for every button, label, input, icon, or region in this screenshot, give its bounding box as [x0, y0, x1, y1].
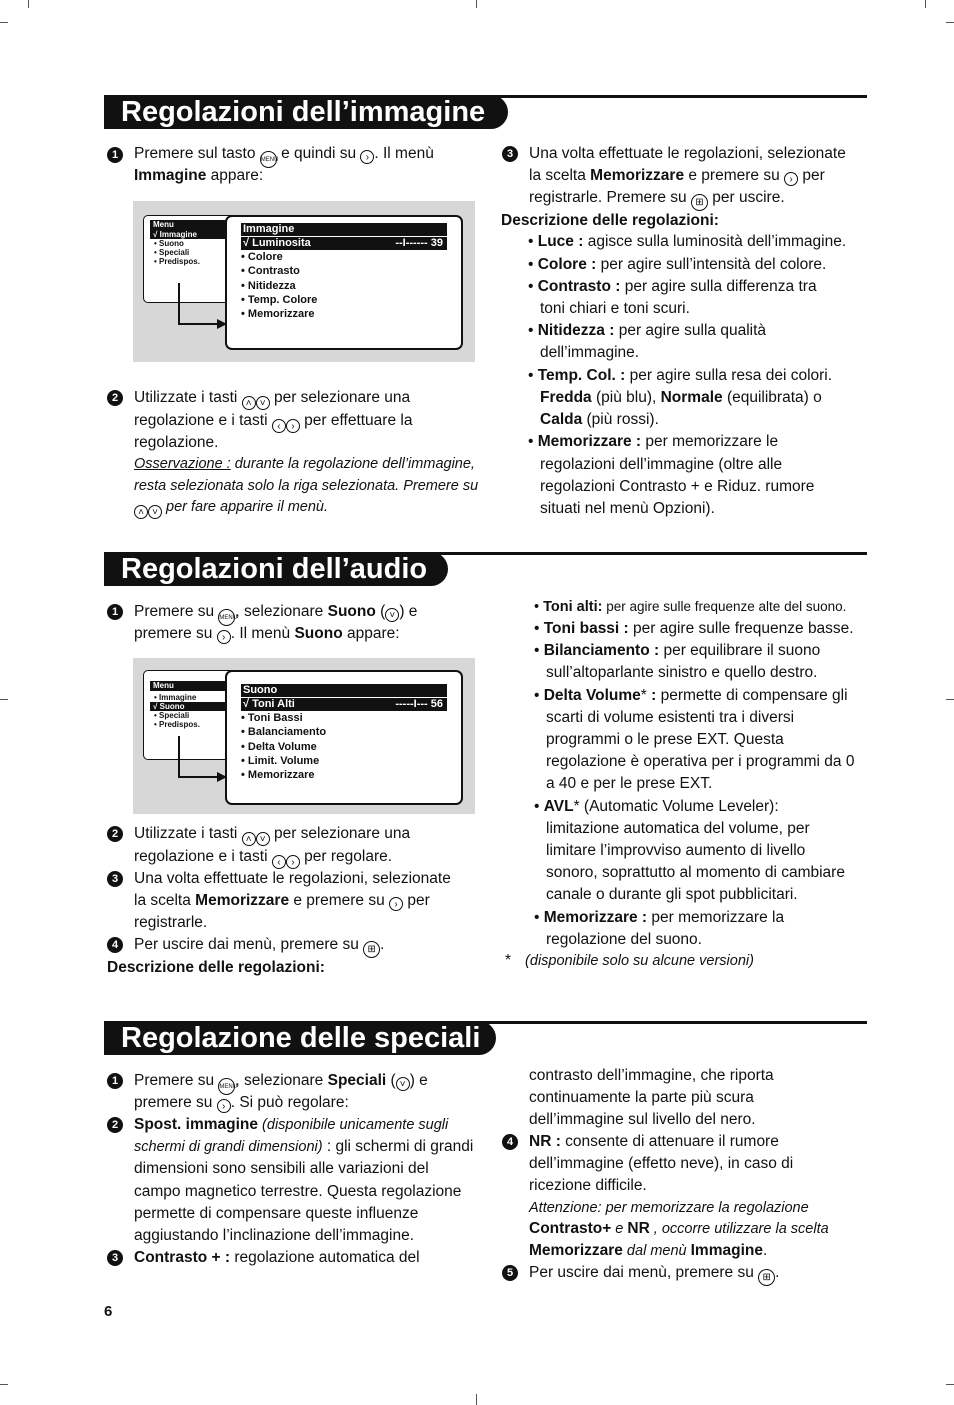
crop-mark: [0, 1384, 8, 1385]
tv-screen-immagine: [133, 201, 475, 362]
s1-desc-mem-2: regolazioni dell’immagine (oltre alle: [540, 456, 783, 473]
crop-mark: [946, 1384, 954, 1385]
down-key-icon: ˅: [148, 505, 162, 519]
menu-item: • Immagine: [154, 693, 197, 702]
s2-desc-delta-5: a 40 e per le prese EXT.: [546, 775, 713, 792]
s2-desc-delta-2: scarti di volume esistenti tra i diversi: [546, 709, 795, 726]
s1-desc-nitidezza-2: dell’immagine.: [540, 344, 640, 361]
submenu-item: • Memorizzare: [241, 769, 315, 782]
right-key-icon: ›: [286, 855, 300, 869]
s2-desc-delta-3: programmi o le prese EXT. Questa: [546, 731, 784, 748]
s2-desc-mem-2: regolazione del suono.: [546, 931, 702, 948]
submenu-box: [225, 670, 463, 805]
step-number: 1: [107, 1073, 123, 1089]
s3-cont-line2: continuamente la parte più scura: [529, 1089, 754, 1106]
right-key-icon: ›: [784, 172, 798, 186]
right-key-icon: ›: [360, 150, 374, 164]
step-number: 2: [107, 826, 123, 842]
s2-step3-line1: Una volta effettuate le regolazioni, selezionate: [134, 870, 451, 887]
submenu-item: • Limit. Volume: [241, 754, 320, 767]
crop-mark: [0, 699, 8, 700]
s2-step1-line1: Premere su MENU, selezionare Suono ( ˅ ) e: [134, 601, 417, 626]
crop-mark: [925, 0, 926, 8]
step-number: 2: [107, 390, 123, 406]
down-key-icon: ˅: [256, 396, 270, 410]
left-key-icon: ‹: [272, 419, 286, 433]
submenu-selected-row: √ Luminosita --I------ 39: [241, 237, 447, 250]
s3-step2-line2: schermi di grandi dimensioni) : gli schermi di grandi: [134, 1138, 474, 1155]
crop-mark: [28, 0, 29, 8]
menu-item: • Speciali: [154, 711, 190, 720]
s1-desc-mem-4: situati nel menù Opzioni).: [540, 500, 715, 517]
s3-step4-line2: dell’immagine (effetto neve), in caso di: [529, 1155, 794, 1172]
step-number: 5: [502, 1265, 518, 1281]
step-number: 4: [502, 1134, 518, 1150]
step-number: 3: [107, 1250, 123, 1266]
step-number: 1: [107, 147, 123, 163]
step-number: 2: [107, 1117, 123, 1133]
page-number: 6: [104, 1303, 113, 1320]
s3-cont-line3: dell’immagine sul livello del nero.: [529, 1111, 756, 1128]
s1-desc-mem: • Memorizzare : per memorizzare le: [528, 433, 779, 450]
menu-item: • Speciali: [154, 248, 190, 257]
s3-step2-line4: campo magnetico terrestre. Questa regolazione: [134, 1183, 462, 1200]
submenu-header: Immagine: [241, 223, 447, 236]
crop-mark: [946, 699, 954, 700]
s1-step2-line1: Utilizzate i tasti ˄ ˅ per selezionare una: [134, 389, 411, 409]
exit-key-icon: ⊞: [363, 941, 380, 958]
down-key-icon: ˅: [256, 832, 270, 846]
section-title-immagine: Regolazioni dell’immagine: [104, 95, 508, 129]
s1-desc-contrasto: • Contrasto : per agire sulla differenza tra: [528, 278, 817, 295]
s2-desc-avl: • AVL* (Automatic Volume Leveler):: [534, 798, 779, 815]
tv-screen-suono: [133, 658, 475, 814]
s1-step1-line2: Immagine appare:: [134, 167, 264, 184]
section-title-audio: Regolazioni dell’audio: [104, 552, 448, 586]
s2-step2-line1: Utilizzate i tasti ˄ ˅ per selezionare una: [134, 825, 411, 845]
exit-key-icon: ⊞: [758, 1269, 775, 1286]
submenu-box: [225, 215, 463, 350]
step-number: 1: [107, 604, 123, 620]
s1-obs-line3: ˄ ˅ per fare apparire il menù.: [134, 496, 328, 520]
submenu-item: • Balanciamento: [241, 726, 327, 739]
s2-desc-bil-2: sull’altoparlante sinistro e quello destro.: [546, 664, 818, 681]
s3-cont-line1: contrasto dell’immagine, che riporta: [529, 1067, 774, 1084]
s1-desc-temp-2: Fredda (più blu), Normale (equilibrata) o: [540, 389, 822, 406]
s2-step2-line2: regolazione e i tasti ‹ › per regolare.: [134, 848, 393, 868]
step-number: 3: [107, 871, 123, 887]
menu-item: • Predispos.: [154, 720, 200, 729]
left-key-icon: ‹: [272, 855, 286, 869]
s2-desc-title: Descrizione delle regolazioni:: [107, 959, 325, 976]
submenu-item: • Contrasto: [241, 265, 300, 278]
menu-item-selected: √ Immagine: [150, 230, 244, 239]
menu-item: • Predispos.: [154, 257, 200, 266]
submenu-item: • Delta Volume: [241, 740, 317, 753]
menu-header: Menu: [150, 681, 244, 691]
menu-key-icon: MENU: [260, 151, 277, 168]
s2-desc-bassi: • Toni bassi : per agire sulle frequenze basse.: [534, 620, 854, 637]
s2-step3-line3: registrarle.: [134, 914, 208, 931]
s1-step1-line1: Premere sul tasto MENU e quindi su › . Il menù: [134, 143, 434, 168]
s2-desc-delta: • Delta Volume* : permette di compensare gli: [534, 687, 848, 704]
s1-desc-nitidezza: • Nitidezza : per agire sulla qualità: [528, 322, 767, 339]
menu-key-icon: MENU: [218, 1078, 235, 1095]
crop-mark: [476, 1394, 477, 1405]
submenu-item: • Temp. Colore: [241, 293, 318, 306]
s2-desc-avl-2: limitazione automatica del volume, per: [546, 820, 810, 837]
right-key-icon: ›: [389, 897, 403, 911]
menu-item-selected: √ Suono: [150, 702, 244, 711]
s1-desc-colore: • Colore : per agire sull’intensità del colore.: [528, 256, 827, 273]
s2-step1-line2: premere su › . Il menù Suono appare:: [134, 625, 400, 643]
up-key-icon: ˄: [242, 396, 256, 410]
submenu-header: Suono: [241, 684, 447, 697]
section-title-speciali: Regolazione delle speciali: [104, 1021, 496, 1055]
submenu-selected-row: √ Toni Alti -----I--- 56: [241, 698, 447, 711]
s3-step2-line1: Spost. immagine (disponibile unicamente sugli: [134, 1116, 449, 1133]
s1-obs-line1: Osservazione : durante la regolazione dell’immagine,: [134, 456, 475, 472]
arrow-icon: [173, 281, 233, 331]
right-key-icon: ›: [217, 630, 231, 644]
s3-att-line3: Memorizzare dal menù Immagine.: [529, 1242, 768, 1259]
s1-desc-luce: • Luce : agisce sulla luminosità dell’immagine.: [528, 233, 847, 250]
s3-step2-line3: dimensioni sono sensibili alle variazioni del: [134, 1160, 429, 1177]
up-key-icon: ˄: [242, 832, 256, 846]
s3-step4-line1: NR : consente di attenuare il rumore: [529, 1133, 779, 1150]
s3-att-line1: Attenzione: per memorizzare la regolazione: [529, 1200, 809, 1216]
s1-desc-title: Descrizione delle regolazioni:: [501, 212, 719, 229]
s1-desc-temp: • Temp. Col. : per agire sulla resa dei colori.: [528, 367, 833, 384]
s3-step2-line6: aggiustando l’inclinazione dell’immagine.: [134, 1227, 415, 1244]
menu-key-icon: MENU: [218, 609, 235, 626]
s1-step3-line3: registrarle. Premere su ⊞ per uscire.: [529, 187, 785, 211]
s1-desc-contrasto-2: toni chiari e toni scuri.: [540, 300, 690, 317]
s2-desc-alti: • Toni alti: per agire sulle frequenze alte del suono.: [534, 599, 847, 615]
s3-step3-line1: Contrasto + : regolazione automatica del: [134, 1249, 420, 1266]
s1-step2-line3: regolazione.: [134, 434, 219, 451]
s3-step5: Per uscire dai menù, premere su ⊞ .: [529, 1262, 779, 1286]
s1-desc-temp-3: Calda (più rossi).: [540, 411, 659, 428]
s1-step3-line2: la scelta Memorizzare e premere su › per: [529, 167, 825, 185]
crop-mark: [946, 22, 954, 23]
crop-mark: [0, 22, 8, 23]
s2-desc-avl-3: limitare l’improvviso aumento di livello: [546, 842, 806, 859]
s2-footnote: * (disponibile solo su alcune versioni): [505, 952, 754, 969]
s2-desc-avl-5: canale o durante gli spot pubblicitari.: [546, 886, 798, 903]
s3-step2-line5: permette di compensare queste influenze: [134, 1205, 419, 1222]
up-key-icon: ˄: [134, 505, 148, 519]
s3-step4-line3: ricezione difficile.: [529, 1177, 647, 1194]
s3-step1-line1: Premere su MENU, selezionare Speciali ( ˅ ) e: [134, 1070, 428, 1095]
s2-desc-avl-4: sonoro, soprattutto al momento di cambiare: [546, 864, 845, 881]
step-number: 4: [107, 937, 123, 953]
s2-desc-delta-4: regolazione è operativa per i programmi da 0: [546, 753, 855, 770]
right-key-icon: ›: [217, 1099, 231, 1113]
s1-step2-line2: regolazione e i tasti ‹ › per effettuare la: [134, 412, 413, 432]
s2-step3-line2: la scelta Memorizzare e premere su › per: [134, 892, 430, 910]
submenu-item: • Colore: [241, 251, 283, 263]
s2-desc-bil: • Bilanciamento : per equilibrare il suono: [534, 642, 821, 659]
crop-mark: [476, 0, 477, 8]
s1-desc-mem-3: regolazioni Contrasto + e Riduz. rumore: [540, 478, 815, 495]
s2-step4: Per uscire dai menù, premere su ⊞ .: [134, 934, 384, 958]
exit-key-icon: ⊞: [691, 194, 708, 211]
menu-header: Menu: [150, 220, 244, 230]
s1-obs-line2: resta selezionata solo la riga selezionata. Premere su: [134, 478, 479, 494]
down-key-icon: ˅: [385, 608, 399, 622]
submenu-item: • Nitidezza: [241, 279, 296, 292]
s3-step1-line2: premere su › . Si può regolare:: [134, 1094, 349, 1112]
right-key-icon: ›: [286, 419, 300, 433]
down-key-icon: ˅: [396, 1077, 410, 1091]
step-number: 3: [502, 146, 518, 162]
submenu-item: • Toni Bassi: [241, 712, 303, 724]
s2-desc-mem: • Memorizzare : per memorizzare la: [534, 909, 785, 926]
s3-att-line2: Contrasto+ e NR , occorre utilizzare la scelta: [529, 1220, 829, 1237]
s1-step3-line1: Una volta effettuate le regolazioni, selezionate: [529, 145, 846, 162]
arrow-icon: [173, 734, 233, 784]
menu-item: • Suono: [154, 239, 184, 248]
submenu-item: • Memorizzare: [241, 308, 315, 321]
